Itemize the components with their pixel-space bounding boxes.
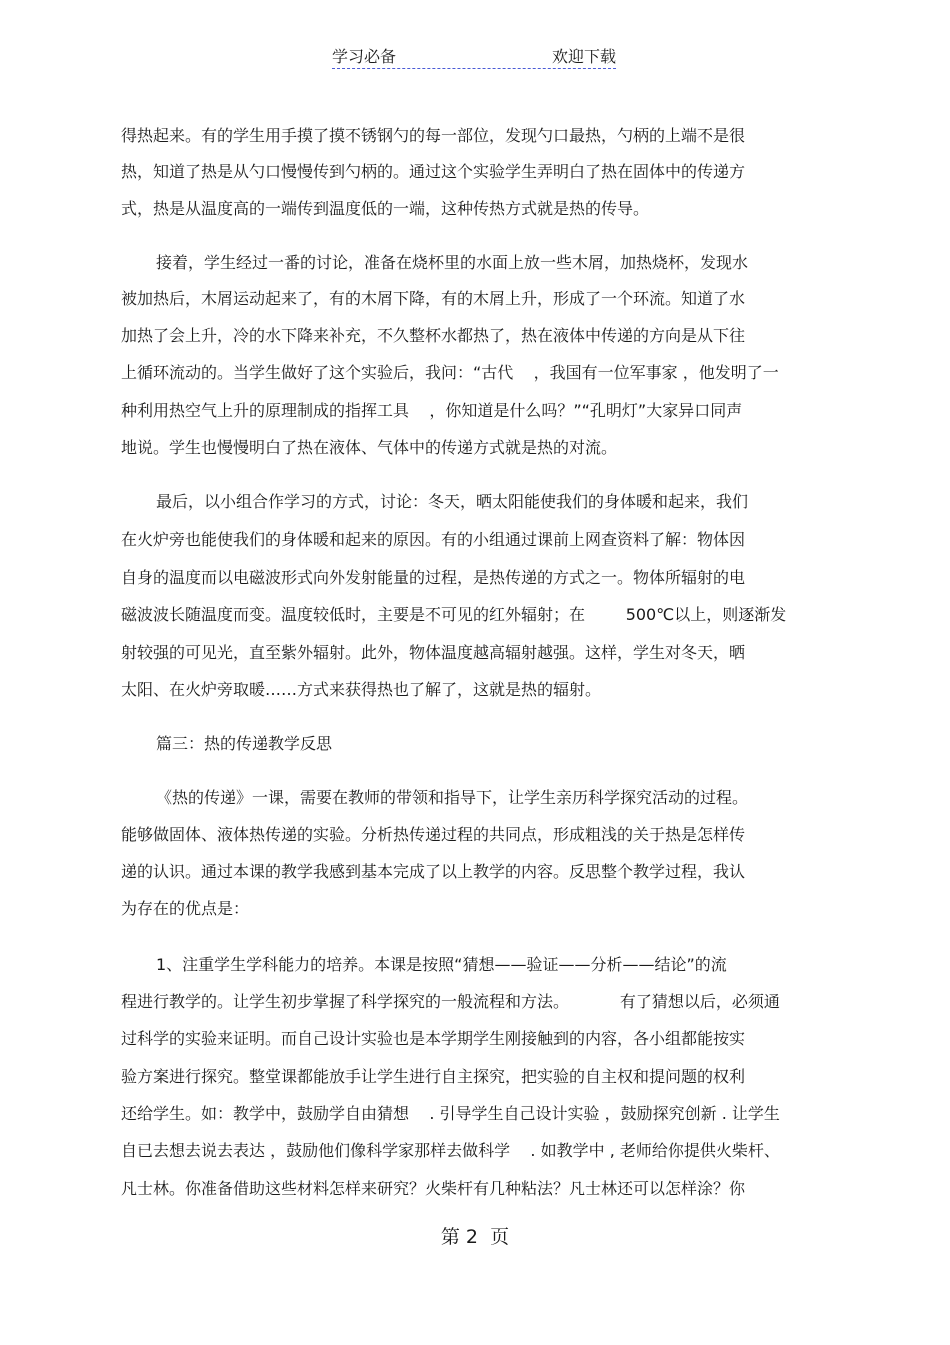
text-line: 递的认识。通过本课的教学我感到基本完成了以上教学的内容。反思整个教学过程，我认 [121,862,746,881]
text-line: 凡士林。你准备借助这些材料怎样来研究？火柴杆有几种粘法？凡士林还可以怎样涂？你 [121,1179,746,1198]
text-line: 能够做固体、液体热传递的实验。分析热传递过程的共同点，形成粗浅的关于热是怎样传 [121,825,746,844]
text-line: 加热了会上升，冷的水下降来补充，不久整杯水都热了，热在液体中传递的方向是从下往 [121,326,746,345]
text-line: 热，知道了热是从勺口慢慢传到勺柄的。通过这个实验学生弄明白了热在固体中的传递方 [121,162,746,181]
text-line: 磁波波长随温度而变。温度较低时，主要是不可见的红外辐射；在 500℃以上，则逐渐发 [121,605,787,624]
text-line: 式，热是从温度高的一端传到温度低的一端，这种传热方式就是热的传导。 [121,199,650,218]
section-heading: 篇三：热的传递教学反思 [156,734,333,753]
text-line: 1、注重学生学科能力的培养。本课是按照“猜想——验证——分析——结论”的流 [156,955,727,974]
text-line: 在火炉旁也能使我们的身体暖和起来的原因。有的小组通过课前上网查资料了解：物体因 [121,530,746,549]
text-line: 接着，学生经过一番的讨论，准备在烧杯里的水面上放一些木屑，加热烧杯，发现水 [156,253,749,272]
text-line: 射较强的可见光，直至紫外辐射。此外，物体温度越高辐射越强。这样，学生对冬天，晒 [121,643,746,662]
text-line: 最后，以小组合作学习的方式，讨论：冬天，晒太阳能使我们的身体暖和起来，我们 [156,492,749,511]
header-right-text: 欢迎下载 [551,47,616,66]
text-line: 自已去想去说去表达 ，鼓励他们像科学家那样去做科学 . 如教学中 , 老师给你提供火柴杆、 [121,1141,780,1160]
text-line: 地说。学生也慢慢明白了热在液体、气体中的传递方式就是热的对流。 [121,438,618,457]
text-line: 《热的传递》一课，需要在教师的带领和指导下，让学生亲历科学探究活动的过程。 [156,788,749,807]
text-line: 种利用热空气上升的原理制成的指挥工具 ，你知道是什么吗？”“孔明灯”大家异口同声 [121,401,743,420]
text-line: 得热起来。有的学生用手摸了摸不锈钢勺的每一部位，发现勺口最热，勺柄的上端不是很 [121,126,746,145]
header-left-text: 学习必备 [332,47,397,66]
page-header [332,44,616,69]
text-line: 程进行教学的。让学生初步掌握了科学探究的一般流程和方法。 有了猜想以后，必须通 [121,992,780,1011]
text-line: 还给学生。如：教学中，鼓励学自由猜想 . 引导学生自己设计实验 ，鼓励探究创新 . 让学生 [121,1104,780,1123]
text-line: 为存在的优点是： [121,899,250,918]
text-line: 验方案进行探究。整堂课都能放手让学生进行自主探究，把实验的自主权和提问题的权利 [121,1067,746,1086]
text-line: 过科学的实验来证明。而自己设计实验也是本学期学生刚接触到的内容，各小组都能按实 [121,1029,746,1048]
text-line: 太阳、在火炉旁取暖……方式来获得热也了解了，这就是热的辐射。 [121,680,602,699]
page-number: 第 2 页 [440,1226,510,1248]
text-line: 上循环流动的。当学生做好了这个实验后，我问：“古代 ，我国有一位军事家 ，他发明了一 [121,363,779,382]
text-line: 被加热后，木屑运动起来了，有的木屑下降，有的木屑上升，形成了一个环流。知道了水 [121,289,746,308]
text-line: 自身的温度而以电磁波形式向外发射能量的过程，是热传递的方式之一。物体所辐射的电 [121,568,746,587]
